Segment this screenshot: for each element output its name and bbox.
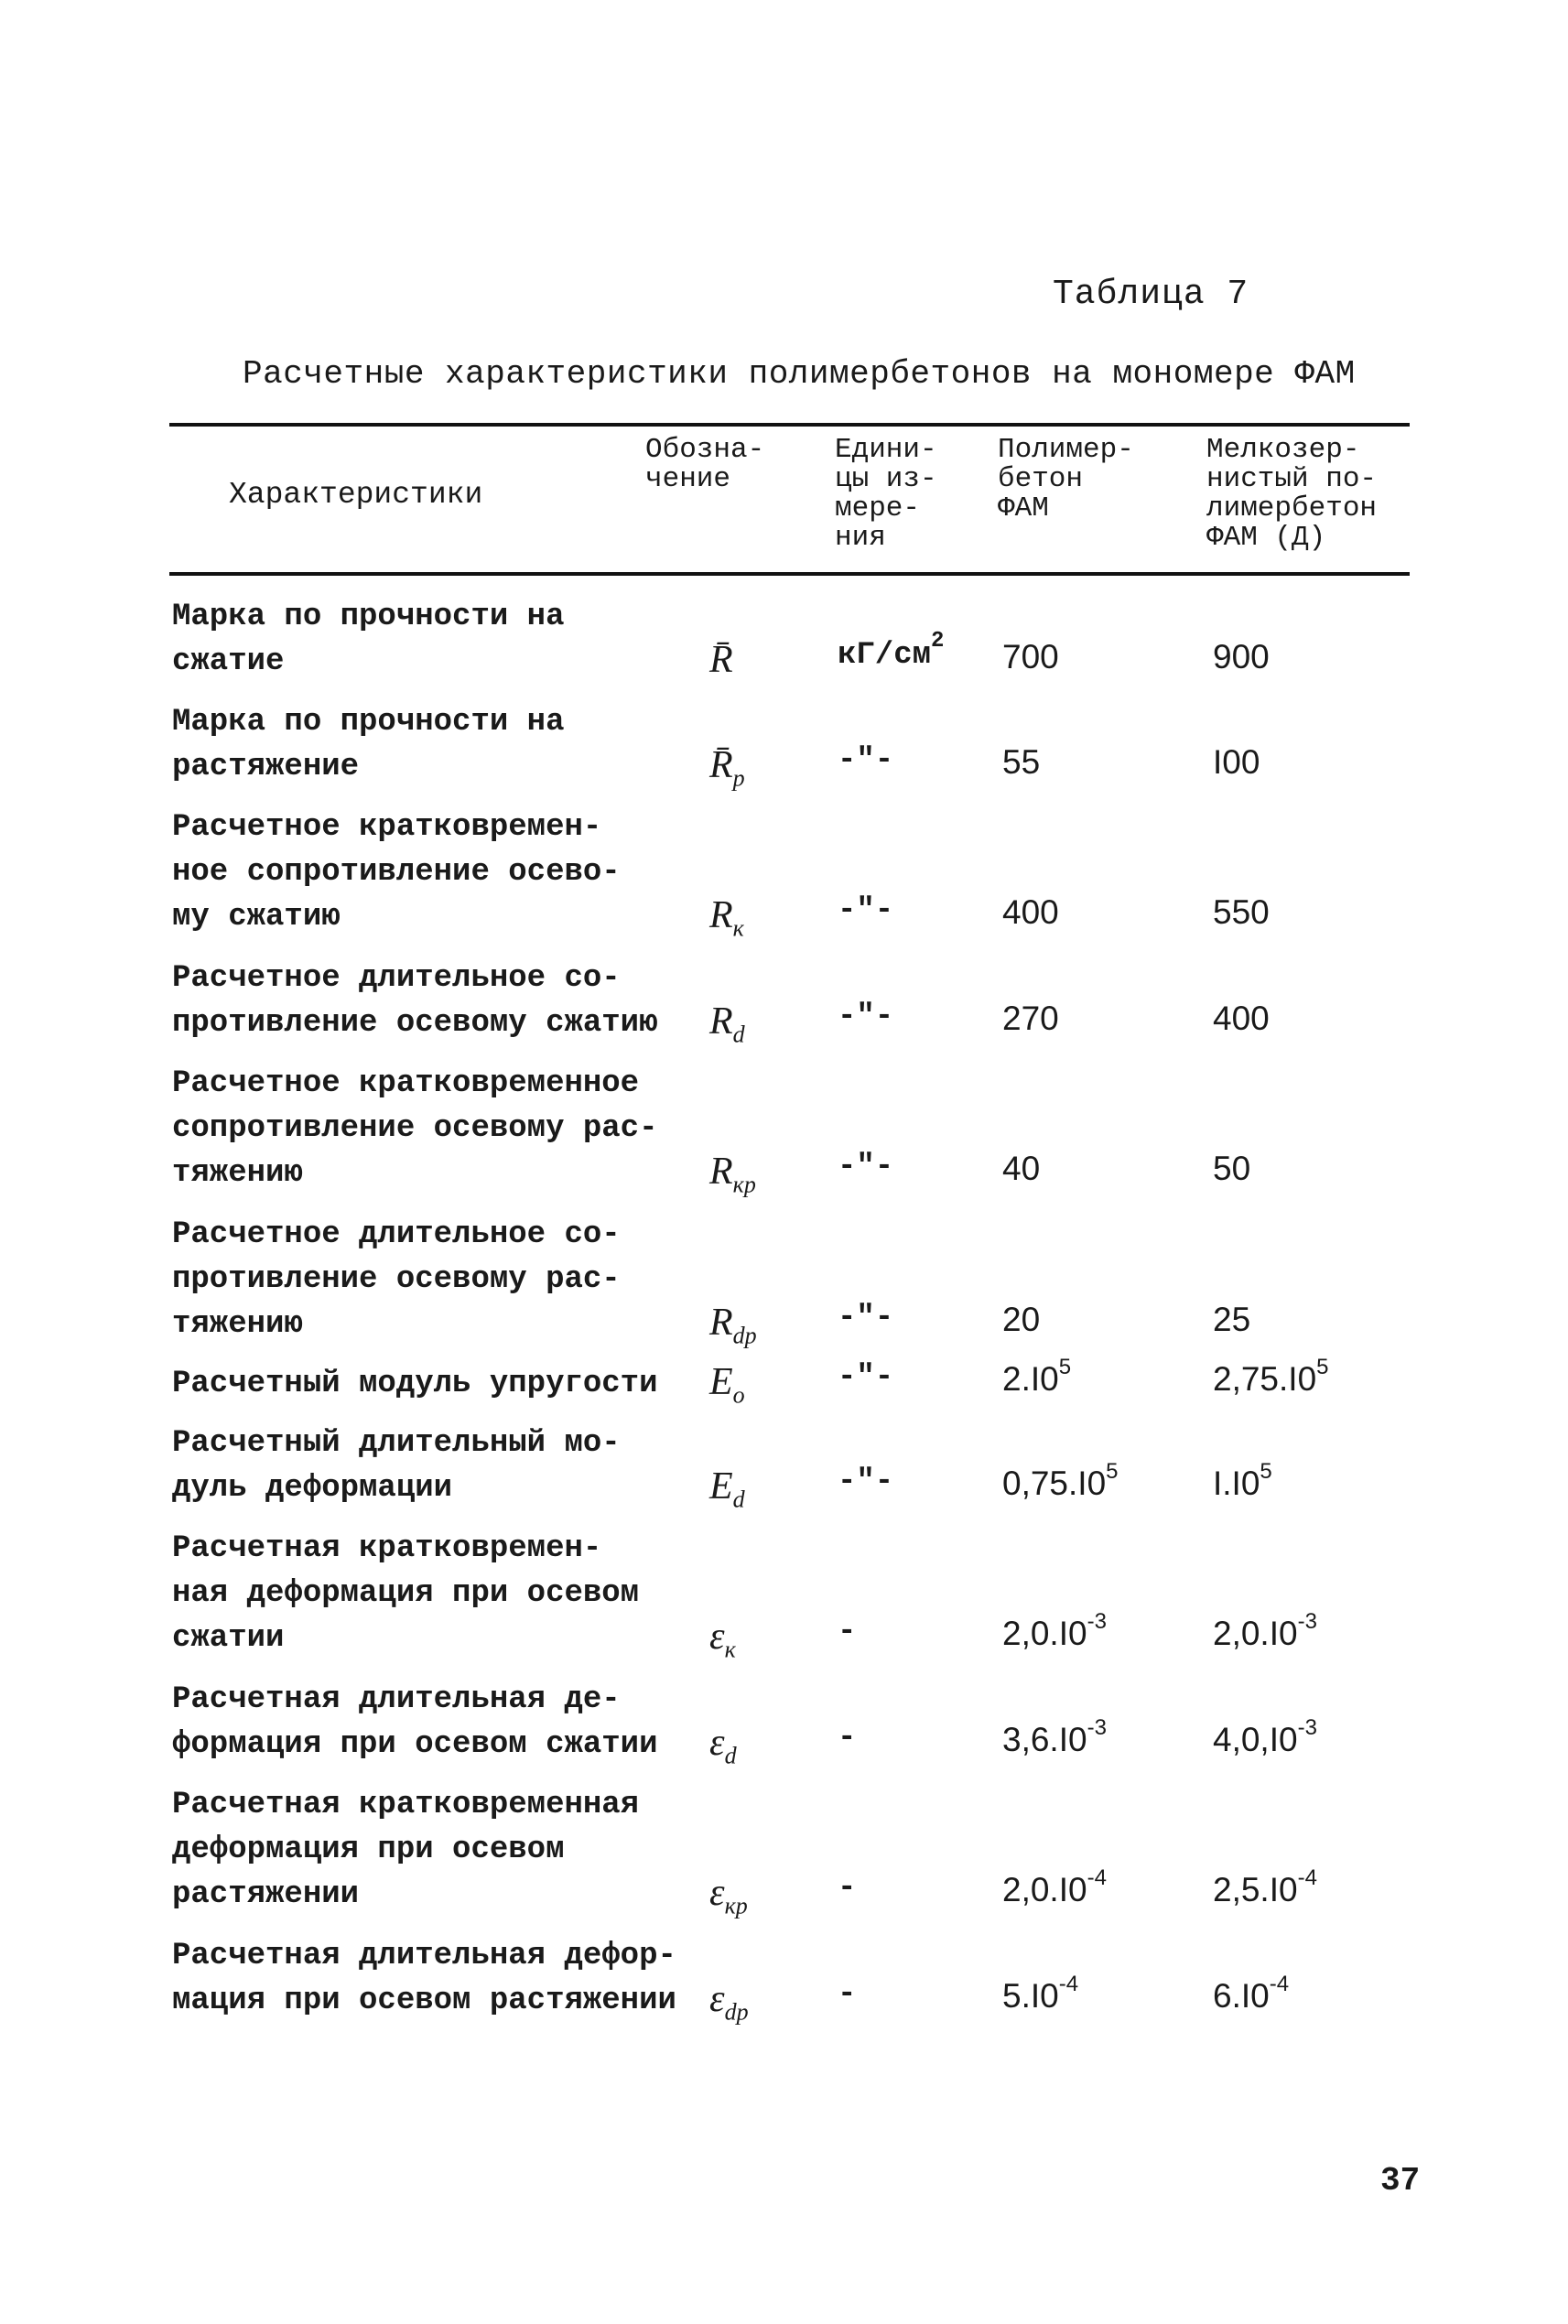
fine-polymer-concrete-value: I00 [1213, 743, 1260, 781]
characteristic-line: растяжении [172, 1877, 360, 1912]
characteristic-line: Расчетный модуль упругости [172, 1367, 658, 1401]
unit-value: - [838, 1977, 857, 2012]
characteristic-line: тяжению [172, 1307, 303, 1342]
unit-value: -"- [838, 1360, 894, 1395]
header-characteristic: Характеристики [229, 478, 483, 512]
characteristic-line: тяжению [172, 1156, 303, 1191]
designation-symbol: $R_d$ [709, 1000, 745, 1048]
characteristic-line: Расчетное длительное со- [172, 961, 621, 996]
characteristic-name [172, 1783, 703, 1918]
designation-symbol: R̄ [709, 639, 733, 681]
characteristic-line: сопротивление осевому рас- [172, 1111, 658, 1146]
header-polymer-concrete: Полимер- бетон ФАМ [998, 434, 1134, 524]
characteristic-line: деформация при осевом [172, 1832, 565, 1867]
characteristic-name [172, 1421, 703, 1511]
characteristic-line: Расчетная кратковременная [172, 1788, 640, 1822]
characteristic-name [172, 1062, 703, 1196]
fine-polymer-concrete-value: $4,0,I0^{-3}$ [1213, 1715, 1317, 1758]
fine-polymer-concrete-value: $2,75.I0^5$ [1213, 1355, 1329, 1398]
unit-value: -"- [838, 1150, 894, 1184]
unit-value: -"- [838, 893, 894, 928]
characteristic-name [172, 595, 703, 685]
characteristic-line: противление осевому рас- [172, 1262, 621, 1297]
page-number: 37 [1380, 2162, 1421, 2200]
polymer-concrete-value: 40 [1002, 1150, 1041, 1187]
table-header-rule [169, 572, 1410, 576]
characteristic-name [172, 1934, 703, 2024]
polymer-concrete-value: $2,0.I0^{-4}$ [1002, 1865, 1107, 1908]
unit-value: - [838, 1615, 857, 1649]
characteristic-line: Расчетное длительное со- [172, 1217, 621, 1252]
characteristic-name [172, 957, 703, 1046]
characteristic-line: ное сопротивление осево- [172, 855, 621, 890]
designation-symbol: $R_к$ [709, 894, 744, 942]
characteristic-line: дуль деформации [172, 1471, 453, 1506]
table-label: Таблица 7 [1053, 275, 1249, 314]
header-fine-polymer-concrete: Мелкозер- нистый по- лимербетон ФАМ (Д) [1206, 434, 1378, 554]
characteristic-line: растяжение [172, 750, 360, 784]
characteristic-line: Марка по прочности на [172, 600, 565, 634]
designation-symbol: $R̄_р$ [709, 744, 745, 792]
designation-symbol: $\varepsilon_{dр}$ [709, 1978, 749, 2026]
characteristic-line: му сжатию [172, 900, 341, 935]
characteristic-line: сжатие [172, 644, 285, 679]
table-title: Расчетные характеристики полимербетонов на мономере ФАМ [243, 355, 1356, 393]
designation-symbol: $\varepsilon_{кр}$ [709, 1872, 748, 1919]
header-units: Едини- цы из- мере- ния [835, 434, 937, 554]
unit-value: -"- [838, 743, 894, 778]
characteristic-line: мация при осевом растяжении [172, 1984, 676, 2018]
fine-polymer-concrete-value: 50 [1213, 1150, 1251, 1187]
designation-symbol: $R_{dр}$ [709, 1302, 757, 1349]
fine-polymer-concrete-value: $6.I0^{-4}$ [1213, 1972, 1290, 2015]
unit-value: -"- [838, 1301, 894, 1335]
characteristic-name [172, 1527, 703, 1661]
polymer-concrete-value: $2.I0^5$ [1002, 1355, 1072, 1398]
table-top-rule [169, 423, 1410, 427]
header-designation: Обозна- чение [645, 434, 765, 495]
designation-symbol: $E_о$ [709, 1361, 745, 1409]
fine-polymer-concrete-value: $I.I0^5$ [1213, 1459, 1272, 1502]
unit-value: - [838, 1721, 857, 1756]
polymer-concrete-value: 55 [1002, 743, 1041, 781]
fine-polymer-concrete-value: 25 [1213, 1301, 1251, 1338]
characteristic-name [172, 1678, 703, 1767]
characteristic-line: Расчетная кратковремен- [172, 1531, 602, 1566]
characteristic-line: Расчетное кратковременное [172, 1066, 640, 1101]
characteristic-line: Расчетная длительная де- [172, 1682, 621, 1717]
characteristic-name [172, 700, 703, 790]
polymer-concrete-value: $5.I0^{-4}$ [1002, 1972, 1079, 2015]
characteristic-line: Расчетная длительная дефор- [172, 1939, 676, 1973]
characteristic-line: противление осевому сжатию [172, 1006, 658, 1041]
designation-symbol: $E_d$ [709, 1465, 745, 1513]
polymer-concrete-value: $2,0.I0^{-3}$ [1002, 1609, 1107, 1652]
polymer-concrete-value: $0,75.I0^5$ [1002, 1459, 1119, 1502]
characteristic-name [172, 1213, 703, 1347]
fine-polymer-concrete-value: 400 [1213, 1000, 1270, 1037]
polymer-concrete-value: 700 [1002, 638, 1059, 676]
fine-polymer-concrete-value: 550 [1213, 893, 1270, 931]
characteristic-name [172, 1362, 703, 1407]
characteristic-line: формация при осевом сжатии [172, 1727, 658, 1762]
unit-value: $кГ/см^2$ [838, 629, 945, 673]
characteristic-line: Расчетный длительный мо- [172, 1426, 621, 1461]
polymer-concrete-value: $3,6.I0^{-3}$ [1002, 1715, 1107, 1758]
characteristic-name [172, 805, 703, 940]
fine-polymer-concrete-value: 900 [1213, 638, 1270, 676]
designation-symbol: $\varepsilon_к$ [709, 1616, 736, 1663]
characteristic-line: ная деформация при осевом [172, 1576, 640, 1611]
polymer-concrete-value: 20 [1002, 1301, 1041, 1338]
unit-value: -"- [838, 1000, 894, 1034]
fine-polymer-concrete-value: $2,0.I0^{-3}$ [1213, 1609, 1317, 1652]
unit-value: -"- [838, 1465, 894, 1499]
designation-symbol: $\varepsilon_d$ [709, 1722, 737, 1769]
designation-symbol: $R_{кр}$ [709, 1151, 756, 1198]
polymer-concrete-value: 270 [1002, 1000, 1059, 1037]
characteristic-line: Марка по прочности на [172, 705, 565, 740]
characteristic-line: Расчетное кратковремен- [172, 810, 602, 845]
polymer-concrete-value: 400 [1002, 893, 1059, 931]
fine-polymer-concrete-value: $2,5.I0^{-4}$ [1213, 1865, 1317, 1908]
characteristic-line: сжатии [172, 1621, 285, 1656]
unit-value: - [838, 1871, 857, 1906]
